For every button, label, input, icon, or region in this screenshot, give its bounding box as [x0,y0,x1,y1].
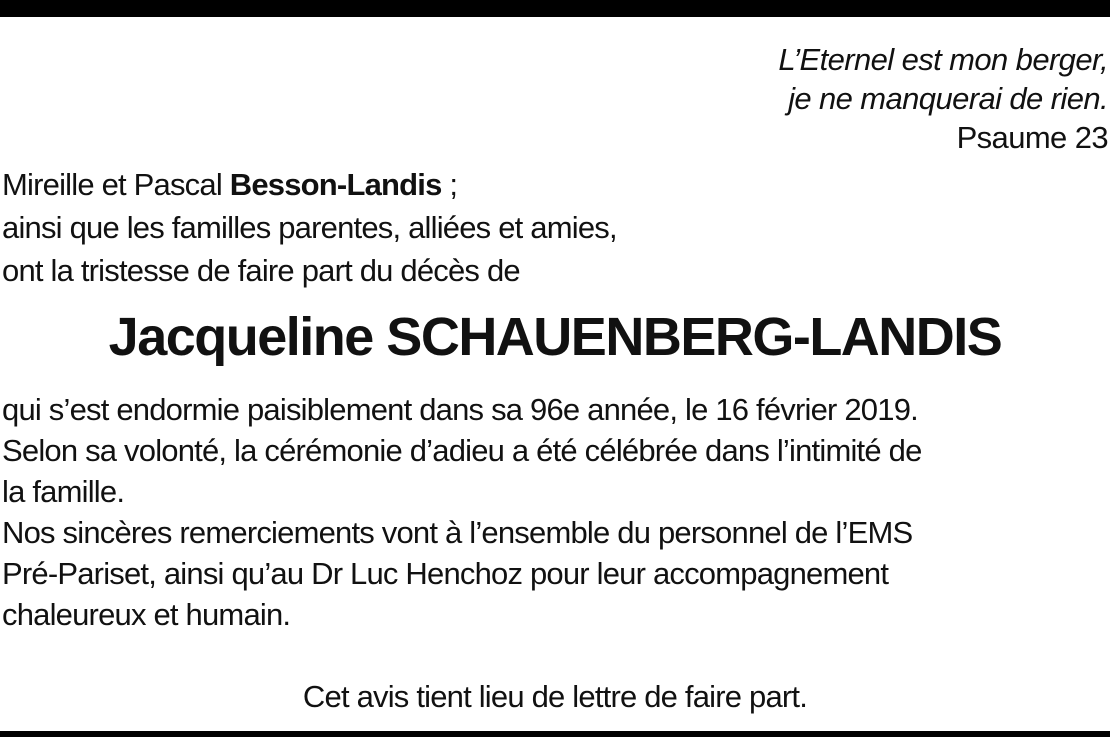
body-line-3: la famille. [2,474,125,509]
intro-line-1 [2,163,617,206]
body-line-6: chaleureux et humain. [2,597,291,632]
body-line-2: Selon sa volonté, la cérémonie d’adieu a été célébrée dans l’intimité de [2,433,922,468]
intro-family-prefix: Mireille et Pascal [2,167,222,202]
intro-line-2: ainsi que les familles parentes, alliées et amies, [2,210,617,245]
bottom-border-rule [0,731,1110,737]
body-line-1: qui s’est endormie paisiblement dans sa 96e année, le 16 février 2019. [2,392,918,427]
verse-line-1: L’Eternel est mon berger, [778,42,1108,77]
body-line-4: Nos sincères remerciements vont à l’ensemble du personnel de l’EMS [2,515,913,550]
announcement-body [2,389,1108,635]
top-border-rule [0,0,1110,17]
announcement-intro [2,163,617,292]
intro-line-3: ont la tristesse de faire part du décès de [2,253,520,288]
intro-family-name: Besson-Landis [229,167,442,202]
verse-reference: Psaume 23 [956,120,1108,155]
body-line-5: Pré-Pariset, ainsi qu’au Dr Luc Henchoz pour leur accompagnement [2,556,889,591]
intro-family-suffix: ; [449,167,458,202]
scripture-verse [778,40,1108,157]
verse-line-2: je ne manquerai de rien. [788,81,1108,116]
closing-note: Cet avis tient lieu de lettre de faire part. [302,679,808,714]
deceased-name: Jacqueline SCHAUENBERG-LANDIS [108,307,1002,367]
